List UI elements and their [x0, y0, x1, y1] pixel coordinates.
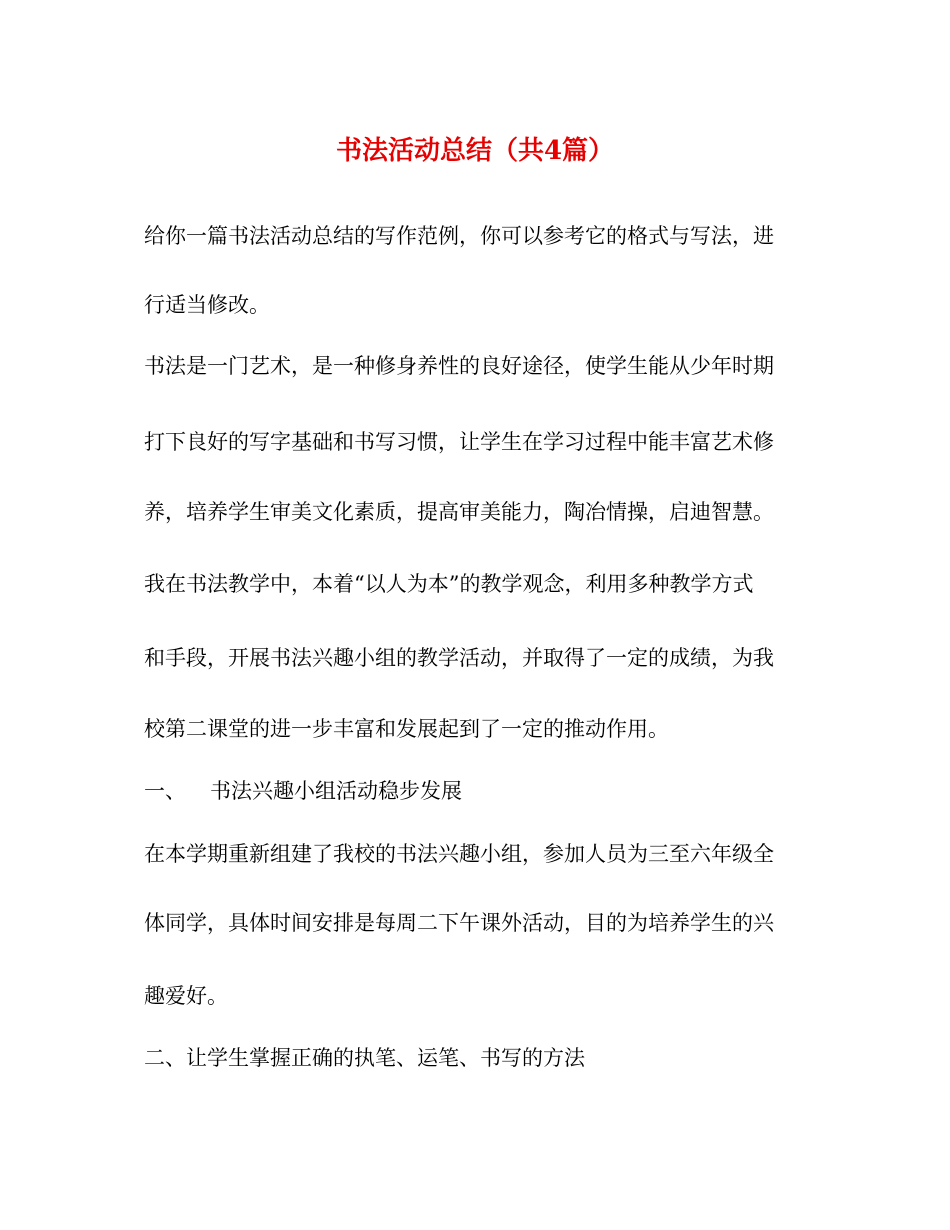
paragraph-line: 和手段，开展书法兴趣小组的教学活动，并取得了一定的成绩，为我 [144, 646, 774, 670]
paragraph-line: 趣爱好。 [144, 984, 228, 1008]
paragraph-line: 在本学期重新组建了我校的书法兴趣小组，参加人员为三至六年级全 [144, 842, 774, 866]
paragraph-line: 养，培养学生审美文化素质，提高审美能力，陶冶情操，启迪智慧。 [144, 500, 774, 524]
document-title: 书法活动总结（共4篇） [335, 136, 615, 166]
paragraph-line: 我在书法教学中，本着“以人为本”的教学观念，利用多种教学方式 [144, 572, 754, 596]
section-heading-1 [144, 775, 462, 807]
paragraph-line: 行适当修改。 [144, 293, 270, 317]
section-heading-2: 二、让学生掌握正确的执笔、运笔、书写的方法 [144, 1046, 585, 1070]
section-heading-text: 书法兴趣小组活动稳步发展 [210, 779, 462, 803]
paragraph-line: 校第二课堂的进一步丰富和发展起到了一定的推动作用。 [144, 717, 669, 741]
paragraph-line: 体同学，具体时间安排是每周二下午课外活动，目的为培养学生的兴 [144, 911, 774, 935]
section-number: 一、 [144, 779, 186, 803]
paragraph-line: 书法是一门艺术，是一种修身养性的良好途径，使学生能从少年时期 [144, 354, 774, 378]
paragraph-line: 给你一篇书法活动总结的写作范例，你可以参考它的格式与写法，进 [144, 224, 774, 248]
paragraph-line: 打下良好的写字基础和书写习惯，让学生在学习过程中能丰富艺术修 [144, 430, 774, 454]
